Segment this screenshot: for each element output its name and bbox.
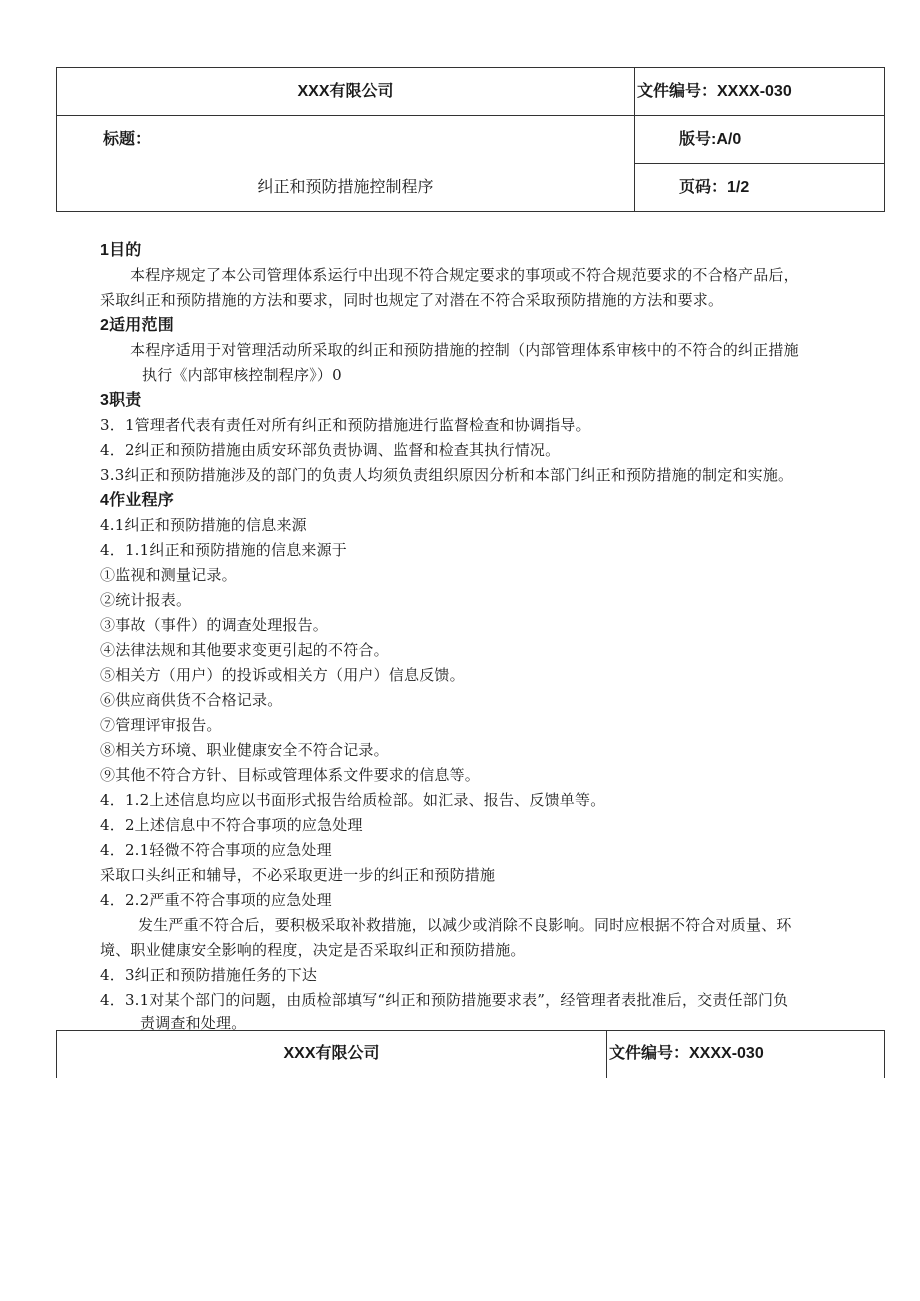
list-item: ②统计报表。	[100, 591, 192, 609]
section-heading: 3职责	[100, 392, 142, 409]
paragraph-line: 责调查和处理。	[140, 1014, 247, 1032]
list-item: ③事故（事件）的调查处理报告。	[100, 616, 329, 634]
title-label: 标题：	[103, 131, 152, 148]
paragraph-line: 发生严重不符合后，要积极采取补救措施，以减少或消除不良影响。同时应根据不符合对质量、环	[138, 916, 792, 934]
paragraph-line: 4．2纠正和预防措施由质安环部负责协调、监督和检查其执行情况。	[100, 441, 561, 459]
list-item: ④法律法规和其他要求变更引起的不符合。	[100, 641, 389, 659]
list-item: ⑧相关方环境、职业健康安全不符合记录。	[100, 741, 389, 759]
paragraph-line: 3.3纠正和预防措施涉及的部门的负责人均须负责组织原因分析和本部门纠正和预防措施的制定和实施。	[100, 466, 794, 484]
page-number: 页码：1/2	[679, 179, 750, 196]
next-page-header-table	[56, 1030, 885, 1078]
list-item: ⑤相关方（用户）的投诉或相关方（用户）信息反馈。	[100, 666, 465, 684]
company-name: XXX有限公司	[297, 83, 394, 100]
document-number: 文件编号：XXXX-030	[609, 1045, 764, 1062]
document-header-table	[56, 67, 885, 212]
document-number: 文件编号：XXXX-030	[637, 83, 792, 100]
header-divider	[634, 68, 635, 211]
paragraph-line: 4．1.2上述信息均应以书面形式报告给质检部。如汇录、报告、反馈单等。	[100, 791, 606, 809]
paragraph-line: 采取纠正和预防措施的方法和要求，同时也规定了对潜在不符合采取预防措施的方法和要求。	[100, 291, 724, 309]
section-heading: 4作业程序	[100, 492, 174, 509]
section-heading: 1目的	[100, 242, 142, 259]
company-name: XXX有限公司	[283, 1045, 380, 1062]
paragraph-line: 3．1管理者代表有责任对所有纠正和预防措施进行监督检查和协调指导。	[100, 416, 591, 434]
paragraph-line: 本程序规定了本公司管理体系运行中出现不符合规定要求的事项或不符合规范要求的不合格产品后，	[130, 266, 799, 284]
section-heading: 2适用范围	[100, 317, 174, 334]
paragraph-line: 境、职业健康安全影响的程度，决定是否采取纠正和预防措施。	[100, 941, 526, 959]
header-divider	[606, 1031, 607, 1078]
paragraph-line: 4．1.1纠正和预防措施的信息来源于	[100, 541, 347, 559]
paragraph-line: 本程序适用于对管理活动所采取的纠正和预防措施的控制（内部管理体系审核中的不符合的纠正措施	[130, 341, 799, 359]
paragraph-line: 4．3纠正和预防措施任务的下达	[100, 966, 318, 984]
paragraph-line: 4．3.1对某个部门的问题，由质检部填写“纠正和预防措施要求表”，经管理者表批准后，交责任部门负	[100, 991, 789, 1009]
document-title: 纠正和预防措施控制程序	[257, 179, 434, 196]
list-item: ⑥供应商供货不合格记录。	[100, 691, 283, 709]
version-number: 版号:A/0	[679, 131, 742, 148]
paragraph-line: 4.1纠正和预防措施的信息来源	[100, 516, 307, 534]
list-item: ①监视和测量记录。	[100, 566, 237, 584]
paragraph-line: 执行《内部审核控制程序》）0	[142, 366, 342, 384]
paragraph-line: 4．2上述信息中不符合事项的应急处理	[100, 816, 363, 834]
paragraph-line: 4．2.2严重不符合事项的应急处理	[100, 891, 332, 909]
paragraph-line: 4．2.1轻微不符合事项的应急处理	[100, 841, 332, 859]
list-item: ⑨其他不符合方针、目标或管理体系文件要求的信息等。	[100, 766, 481, 784]
list-item: ⑦管理评审报告。	[100, 716, 222, 734]
paragraph-line: 采取口头纠正和辅导，不必采取更进一步的纠正和预防措施	[100, 866, 496, 884]
